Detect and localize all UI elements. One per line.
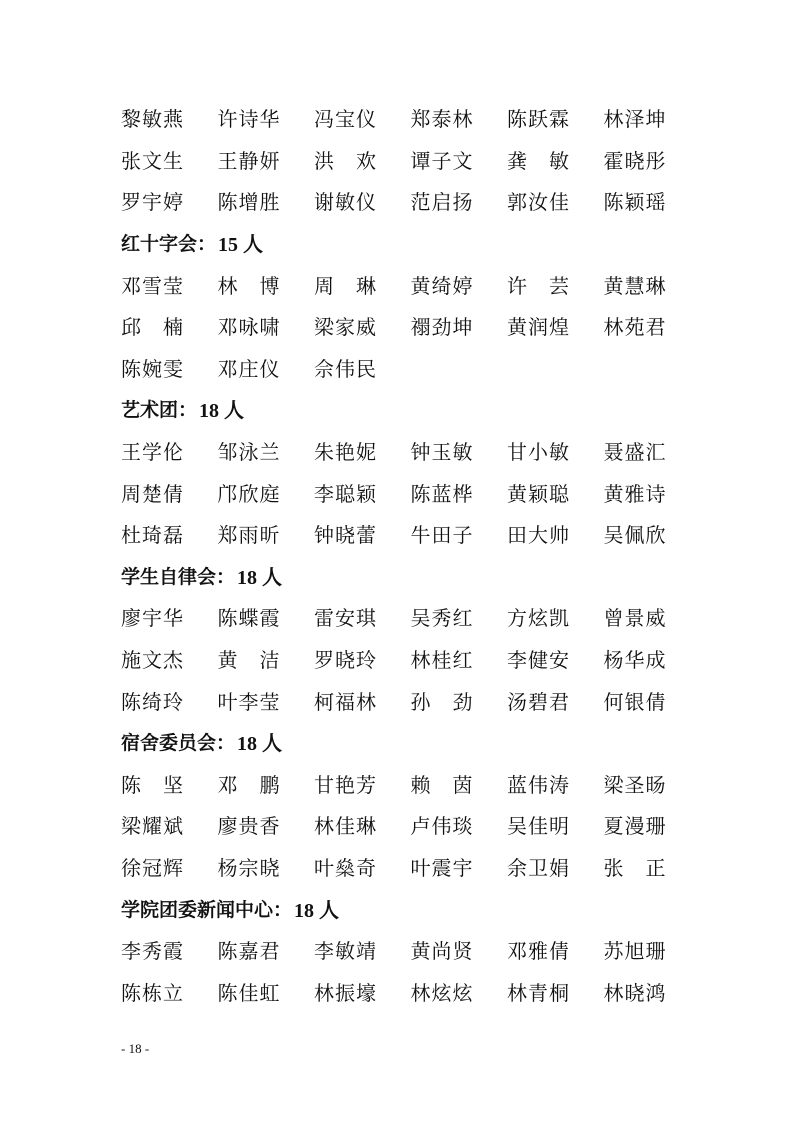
section-title: 宿舍委员会：: [121, 732, 236, 755]
member-name: 曾景威: [603, 606, 667, 631]
name-row: [121, 263, 681, 305]
member-name: 邱 楠: [121, 315, 184, 340]
member-name: 周楚倩: [121, 481, 184, 506]
member-name: 林晓鸿: [603, 980, 667, 1005]
section-title: 红十字会：: [121, 233, 217, 256]
name-row: [121, 929, 681, 971]
member-name: 林苑君: [603, 315, 667, 340]
member-name: 施文杰: [121, 648, 184, 673]
member-name: 卢伟琰: [410, 814, 474, 839]
section-count: 18 人: [199, 400, 245, 423]
member-name: 柯福林: [314, 689, 377, 714]
member-name: 叶燊奇: [314, 855, 377, 880]
member-name: 梁耀斌: [121, 814, 184, 839]
member-name: 甘小敏: [507, 440, 570, 465]
member-name: 林振壕: [314, 980, 377, 1005]
member-name: 邓咏啸: [217, 315, 281, 340]
member-name: 赖 茵: [410, 772, 474, 797]
member-name: 郭汝佳: [507, 190, 570, 215]
name-row: [121, 513, 681, 555]
section-heading: [121, 887, 681, 929]
member-name: 余卫娟: [507, 855, 570, 880]
section-heading: [121, 555, 681, 597]
member-name: 郑泰林: [410, 107, 474, 132]
member-name: 李秀霞: [121, 939, 184, 964]
member-name: 甘艳芳: [314, 772, 377, 797]
name-row: [121, 430, 681, 472]
member-name: 黄 洁: [217, 648, 281, 673]
name-row: [121, 305, 681, 347]
member-name: 林青桐: [507, 980, 570, 1005]
member-name: 许 芸: [507, 273, 570, 298]
member-name: 吴佳明: [507, 814, 570, 839]
member-name: 蓝伟涛: [507, 772, 570, 797]
member-name: 陈颖瑶: [603, 190, 667, 215]
member-name: 叶李莹: [217, 689, 281, 714]
member-name: 邝欣庭: [217, 481, 281, 506]
member-name: 佘伟民: [314, 356, 377, 381]
name-row: [121, 97, 681, 139]
member-name: 梁家威: [314, 315, 377, 340]
member-name: 徐冠辉: [121, 855, 184, 880]
member-name: 陈佳虹: [217, 980, 281, 1005]
member-name: 周 琳: [314, 273, 377, 298]
member-name: 钟晓蕾: [314, 523, 377, 548]
section-heading: [121, 721, 681, 763]
member-name: 雷安琪: [314, 606, 377, 631]
section-heading: [121, 388, 681, 430]
member-name: 禤劲坤: [410, 315, 474, 340]
section-title: 艺术团：: [121, 399, 198, 422]
name-list: [121, 97, 681, 1012]
name-row: [121, 638, 681, 680]
member-name: 许诗华: [217, 107, 281, 132]
member-name: 林桂红: [410, 648, 474, 673]
member-name: 廖宇华: [121, 606, 184, 631]
member-name: 林泽坤: [603, 107, 667, 132]
member-name: 林佳琳: [314, 814, 377, 839]
member-name: 谢敏仪: [314, 190, 377, 215]
member-name: 夏漫珊: [603, 814, 667, 839]
member-name: 谭子文: [410, 148, 474, 173]
member-name: 田大帅: [507, 523, 570, 548]
section-count: 18 人: [237, 566, 283, 589]
member-name: 梁圣旸: [603, 772, 667, 797]
member-name: 邓庄仪: [217, 356, 281, 381]
member-name: 冯宝仪: [314, 107, 377, 132]
member-name: 陈蝶霞: [217, 606, 281, 631]
member-name: 杨华成: [603, 648, 667, 673]
section-count: 15 人: [218, 234, 264, 257]
name-row: [121, 347, 681, 389]
member-name: 廖贵香: [217, 814, 281, 839]
member-name: 邓雅倩: [507, 939, 570, 964]
member-name: 陈增胜: [217, 190, 281, 215]
member-name: 张 正: [603, 855, 667, 880]
member-name: 陈跃霖: [507, 107, 570, 132]
member-name: 黄润煌: [507, 315, 570, 340]
member-name: 黄绮婷: [410, 273, 474, 298]
member-name: 罗晓玲: [314, 648, 377, 673]
member-name: 林炫炫: [410, 980, 474, 1005]
name-row: [121, 970, 681, 1012]
member-name: 李健安: [507, 648, 570, 673]
member-name: 牛田子: [410, 523, 474, 548]
section-count: 18 人: [237, 733, 283, 756]
section-title: 学生自律会：: [121, 565, 236, 588]
name-row: [121, 804, 681, 846]
name-row: [121, 180, 681, 222]
member-name: 黎敏燕: [121, 107, 184, 132]
member-name: 苏旭珊: [603, 939, 667, 964]
member-name: 杨宗晓: [217, 855, 281, 880]
page-number: - 18 -: [121, 1041, 150, 1056]
member-name: 邓 鹏: [217, 772, 281, 797]
member-name: 洪 欢: [314, 148, 377, 173]
member-name: 李敏靖: [314, 939, 377, 964]
member-name: 黄雅诗: [603, 481, 667, 506]
member-name: 朱艳妮: [314, 440, 377, 465]
member-name: 汤碧君: [507, 689, 570, 714]
member-name: 陈栋立: [121, 980, 184, 1005]
member-name: 吴秀红: [410, 606, 474, 631]
member-name: 邹泳兰: [217, 440, 281, 465]
name-row: [121, 596, 681, 638]
member-name: 叶震宇: [410, 855, 474, 880]
name-row: [121, 471, 681, 513]
member-name: 陈 坚: [121, 772, 184, 797]
member-name: 何银倩: [603, 689, 667, 714]
member-name: 陈婉雯: [121, 356, 184, 381]
member-name: 罗宇婷: [121, 190, 184, 215]
member-name: 杜琦磊: [121, 523, 184, 548]
name-row: [121, 679, 681, 721]
name-row: [121, 139, 681, 181]
member-name: 王学伦: [121, 440, 184, 465]
section-title: 学院团委新闻中心：: [121, 898, 293, 921]
member-name: 黄慧琳: [603, 273, 667, 298]
member-name: 陈绮玲: [121, 689, 184, 714]
member-name: 郑雨昕: [217, 523, 281, 548]
member-name: 李聪颖: [314, 481, 377, 506]
member-name: 陈嘉君: [217, 939, 281, 964]
member-name: 龚 敏: [507, 148, 570, 173]
member-name: 钟玉敏: [410, 440, 474, 465]
member-name: 黄颖聪: [507, 481, 570, 506]
member-name: 张文生: [121, 148, 184, 173]
name-row: [121, 763, 681, 805]
member-name: 聂盛汇: [603, 440, 667, 465]
member-name: 霍晓彤: [603, 148, 667, 173]
section-heading: [121, 222, 681, 264]
member-name: 孙 劲: [410, 689, 474, 714]
member-name: 方炫凯: [507, 606, 570, 631]
member-name: 林 博: [217, 273, 281, 298]
member-name: 陈蓝桦: [410, 481, 474, 506]
member-name: 王静妍: [217, 148, 281, 173]
member-name: 邓雪莹: [121, 273, 184, 298]
member-name: 范启扬: [410, 190, 474, 215]
member-name: 吴佩欣: [603, 523, 667, 548]
member-name: 黄尚贤: [410, 939, 474, 964]
name-row: [121, 846, 681, 888]
section-count: 18 人: [294, 899, 340, 922]
